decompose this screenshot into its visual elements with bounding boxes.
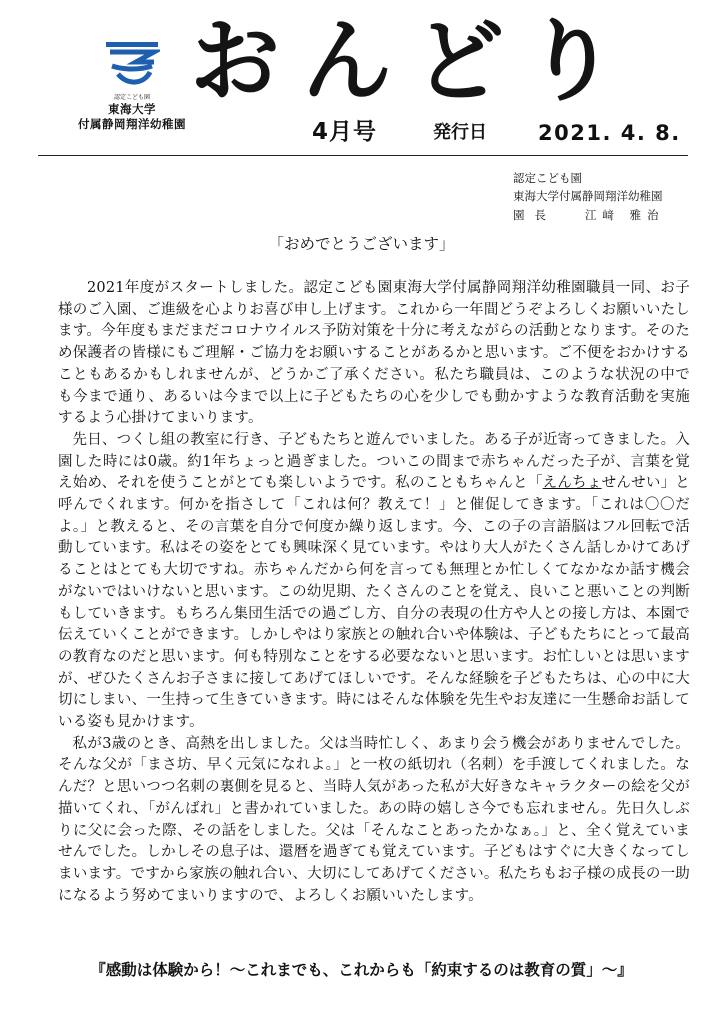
article-body bbox=[58, 278, 690, 907]
organization-name bbox=[62, 102, 202, 132]
paragraph-3: 私が3歳のとき、高熱を出しました。父は当時忙しく、あまり会う機会がありませんでした。そんな父が「まさ坊、早く元気になれよ。」と一枚の紙切れ（名刺）を手渡してくれました。なんだ？と思いつつ名刺の裏側を見ると、当時人気があった私が大好きなキャラクターの絵を父が描いてくれ、「がんばれ」と書かれていました。あの時の嬉しさ今でも忘れません。先日久しぶりに父に会った際、その話をしました。父は「そんなことあったかなぁ。」と、全く覚えていませんでした。しかしその息子は、還暦を過ぎても覚えています。子どもはすぐに大きくなってしまいます。ですから家族の触れ合い、大切にしてあげてください。私たちもお子様の成長の一助になるよう努めてまいりますので、よろしくお願いいたします。 bbox=[58, 735, 690, 904]
org-line-1: 東海大学 bbox=[108, 102, 156, 116]
issue-date-label: 発行日 bbox=[433, 122, 487, 143]
paragraph-2 bbox=[58, 430, 690, 734]
org-line-2: 付属静岡翔洋幼稚園 bbox=[78, 117, 186, 131]
signature-role: 園長 bbox=[513, 208, 556, 222]
paragraph-1: 2021年度がスタートしました。認定こども園東海大学付属静岡翔洋幼稚園職員一同、お子様のご入園、ご進級を心よりお喜び申し上げます。これから一年間どうぞよろしくお願いいたします。今年度もまだまだコロナウイルス予防対策を十分に考えながらの活動となります。そのため保護者の皆様にもご理解・ご協力をお願いすることがあるかと思います。ご不便をおかけすることもあるかもしれませんが、どうかご了承ください。私たち職員は、このような状況の中でも今まで通り、あるいは今まで以上に子どもたちの心を少しでも動かすような教育活動を実施するよう心掛けてまいります。 bbox=[58, 280, 690, 427]
signature-line-3 bbox=[513, 207, 665, 223]
header-divider bbox=[38, 155, 688, 156]
newsletter-title: おんどり bbox=[190, 9, 638, 114]
paragraph-2-underlined: えんちょ bbox=[542, 475, 602, 492]
issue-date: 2021. 4. 8. bbox=[538, 121, 681, 145]
signature-name: 江﨑 雅治 bbox=[585, 208, 665, 222]
kindergarten-logo-icon bbox=[104, 40, 160, 90]
closing-motto: 『感動は体験から！～これまでも、これからも「約束するのは教育の質」～』 bbox=[90, 960, 633, 979]
paragraph-2-part-a: 先日、つくし組の教室に行き、子どもたちと遊んでいました。ある子が近寄ってきました。入園した時には0歳。約1年ちょっと過ぎました。ついこの間まで赤ちゃんだった子が、言葉を覚え始め、それを使うことがとても楽しいようです。私のこともちゃんと「 bbox=[58, 431, 690, 492]
signature-line-2: 東海大学付属静岡翔洋幼稚園 bbox=[513, 189, 663, 203]
article-heading: 「おめでとうございます」 bbox=[268, 235, 455, 253]
paragraph-2-part-b: せんせい」と呼んでくれます。何かを指さして「これは何？教えて！」と催促してきます。「これは〇〇だよ。」と教えると、その言葉を自分で何度か繰り返します。今、この子の言語脳はフル回転で活動しています。私はその姿をとても興味深く見ています。やはり大人がたくさん話しかけてあげることはとても大切ですね。赤ちゃんだから何を言っても無理とか忙しくてなかなか話す機会がないではいけないと思います。この幼児期、たくさんのことを覚え、良いこと悪いことの判断もしていきます。もちろん集団生活での過ごし方、自分の表現の仕方や人との接し方は、本園で伝えていくことができます。しかしやはり家族との触れ合いや体験は、子どもたちにとって最高の教育なのだと思います。何も特別なことをする必要なないと思います。お忙しいとは思いますが、ぜひたくさんお子さまに接してあげてほしいです。そんな経験を子どもたちは、心の中に大切にしまい、一生持って生きていきます。時にはそんな体験を先生やお友達に一生懸命お話している姿も見かけます。 bbox=[58, 475, 691, 731]
logo-subtitle: 認定こども園 bbox=[113, 94, 150, 101]
issue-number: 4月号 bbox=[312, 119, 378, 145]
signature-line-1: 認定こども園 bbox=[513, 171, 582, 185]
